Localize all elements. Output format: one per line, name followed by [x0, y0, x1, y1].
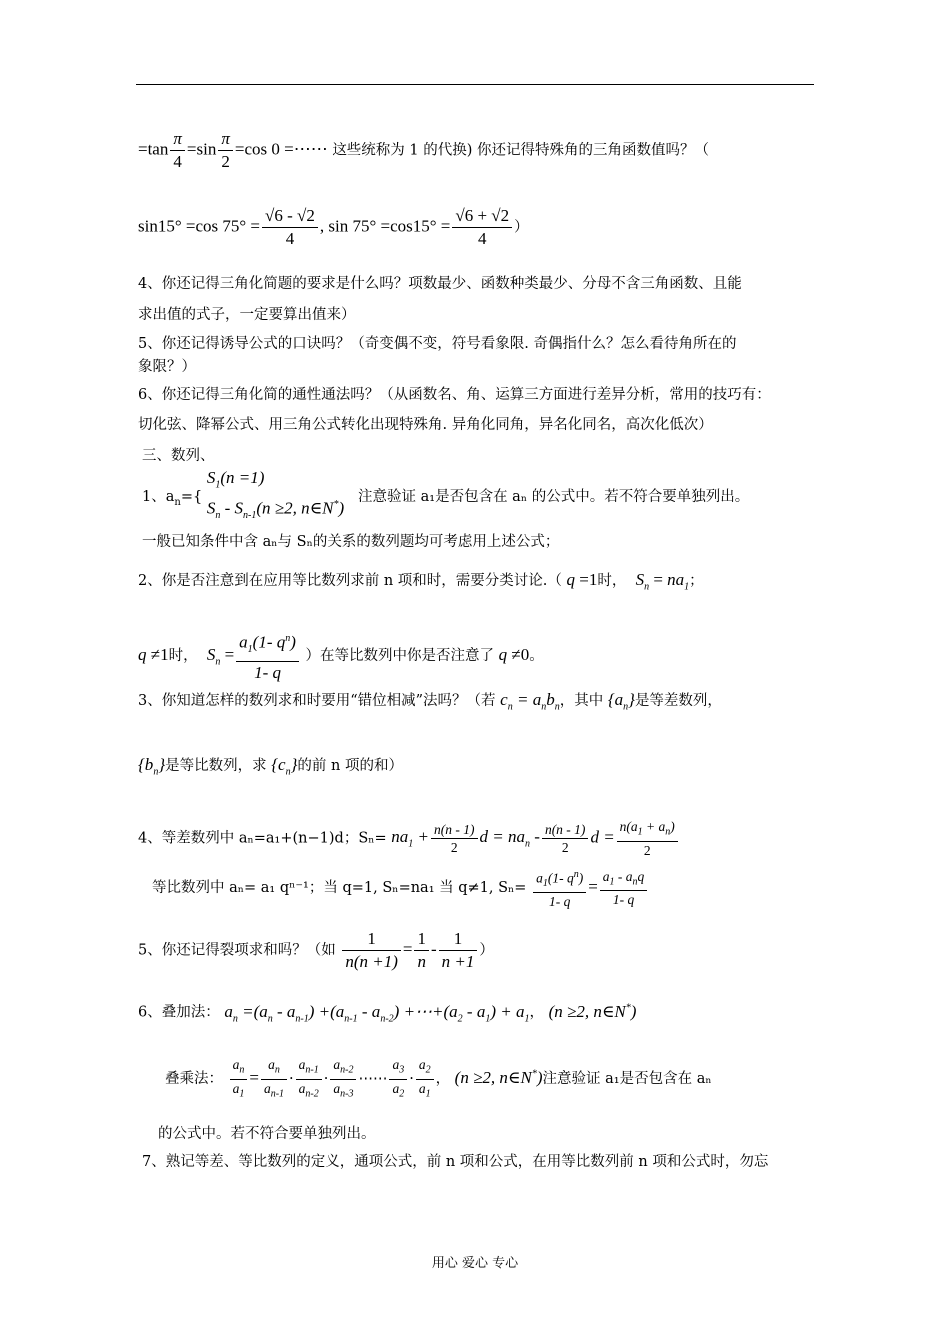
item4b-text: 等比数列中 aₙ= a₁ qⁿ⁻¹；当 q=1, Sₙ=na₁ 当 q≠1, Sₙ=	[152, 880, 527, 897]
header-rule	[136, 84, 814, 85]
seq-item-1: 1、$a_n=${ $S_1(n =1)$ $S_n - S_{n-1}(n \ge 2$, n∈N*) 注意验证 a₁是否包含在 aₙ 的公式中。若不符合要单独列出。	[142, 468, 750, 522]
item3-mid: ，其中	[559, 693, 604, 709]
text-item6b: 切化弦、降幂公式、用三角公式转化出现特殊角. 异角化同角，异名化同名，高次化低次）	[138, 417, 713, 433]
item6-text: 6、叠加法：	[138, 1004, 220, 1021]
text-item5: 5、你还记得诱导公式的口诀吗？（奇变偶不变，符号看象限. 奇偶指什么？怎么看待角所在的	[138, 336, 737, 352]
text-item5b: 象限？）	[138, 359, 196, 375]
formula-line-2: sin15° =cos 75° = $\frac{√6 - √2}{4}$ , sin 75° =cos15° = $\frac{√6 + √2}{4}$ ）	[138, 206, 529, 248]
item2-text: 2、你是否注意到在应用等比数列求前 n 项和时，需要分类讨论.（	[138, 573, 562, 589]
item1-prefix: 1、a	[142, 489, 175, 506]
seq-item-3: 3、你知道怎样的数列求和时要用“错位相减”法吗？（若 $c_n = a_nb_n$，其中 $\{a_n\}$是等差数列，	[138, 690, 722, 713]
seq-item-7: 7、熟记等差、等比数列的定义，通项公式，前 n 项和公式，在用等比数列前 n 项和公式时，勿忘	[142, 1154, 769, 1170]
seq-item-2b: q ≠1时， $S_n$ = $\frac{a_1(1- q^n)}{1- q}$ ）在等比数列中你是否注意了 q ≠0。	[138, 628, 544, 684]
text-item6: 6、你还记得三角化简的通性通法吗？（从函数名、角、运算三方面进行差异分析，常用的技巧有：	[138, 387, 771, 403]
section-heading: 三、数列、	[142, 448, 215, 464]
item3-end: 是等差数列，	[634, 693, 722, 709]
item3b-end: 的前 n 项的和）	[297, 758, 403, 774]
seq-item-5: 5、你还记得裂项求和吗？（如 $\frac{1}{n(n +1)}$ = $\frac{1}{n}$ - $\frac{1}{n +1}$ ）	[138, 929, 494, 971]
formula-line-1: =tan $\frac{\pi}{4}$ =sin $\frac{\pi}{2}$ =cos 0 =⋯⋯ 这些统称为 1 的代换) 你还记得特殊角的三角函数值吗？（	[138, 129, 710, 171]
item3b-text: 是等比数列，求	[165, 758, 267, 774]
seq-item-2: 2、你是否注意到在应用等比数列求前 n 项和时，需要分类讨论.（ q =1时， $S_n = na_1$；	[138, 570, 704, 593]
text-l1: 这些统称为 1 的代换) 你还记得特殊角的三角函数值吗？（	[332, 142, 710, 159]
item2-when: 时，	[597, 573, 627, 589]
page-footer: 用心 爱心 专心	[431, 1256, 519, 1271]
seq-item-4b: 等比数列中 aₙ= a₁ qⁿ⁻¹；当 q=1, Sₙ=na₁ 当 q≠1, Sₙ= $\frac{a_1(1- q^n)}{1- q}$ = $\frac{a_1 - a_nq}{1- q}$	[152, 866, 649, 910]
text-item4: 4、你还记得三角化简题的要求是什么吗？项数最少、函数种类最少、分母不含三角函数、且能	[138, 276, 742, 292]
item6b-note: 注意验证 a₁是否包含在 aₙ	[542, 1071, 712, 1088]
seq-general: 一般已知条件中含 aₙ与 Sₙ的关系的数列题均可考虑用上述公式；	[142, 534, 560, 550]
seq-item-6: 6、叠加法： $a_n =(a_n - a_{n-1}) +(a_{n-1} - a_{n-2})$ $+\cdots+(a_2 - a_1) + a_1$， (n ≥2, n∈N*)	[138, 1001, 637, 1025]
seq-item-6b: 叠乘法： $\frac{a_n}{a_1}$ = $\frac{a_n}{a_{n-1}}$ · $\frac{a_{n-1}}{a_{n-2}}$ · $\frac{a_{n-2}}{a_{n-3}}$ ⋯⋯ $\frac{a_3}{a_2}$ · $\frac{a_2}{a_1}$ ， (n ≥2, n∈N*)注意验证 a₁是否包含在 aₙ	[165, 1057, 712, 1100]
item4-text: 4、等差数列中 aₙ=a₁+(n−1)d；Sₙ=	[138, 830, 387, 847]
item6b-text: 叠乘法：	[165, 1071, 223, 1088]
item5-text: 5、你还记得裂项求和吗？（如	[138, 942, 336, 959]
text-item4b: 求出值的式子，一定要算出值来）	[138, 307, 356, 323]
seq-item-4: 4、等差数列中 aₙ=a₁+(n−1)d；$S_n= na_1$ + $\frac{n(n - 1)}{2}$ $d = na_n$ - $\frac{n(n - 1)}{2}$ d = $\frac{n(a_1 + a_n)}{2}$	[138, 818, 680, 859]
item2-note: ）在等比数列中你是否注意了	[305, 648, 495, 665]
item1-note: 注意验证 a₁是否包含在 aₙ 的公式中。若不符合要单独列出。	[358, 489, 750, 506]
seq-item-6c: 的公式中。若不符合要单独列出。	[158, 1126, 376, 1142]
item3-text: 3、你知道怎样的数列求和时要用“错位相减”法吗？（若	[138, 693, 496, 709]
seq-item-3b: $\{b_n\}$是等比数列，求 $\{c_n\}$的前 n 项的和）	[138, 755, 403, 778]
